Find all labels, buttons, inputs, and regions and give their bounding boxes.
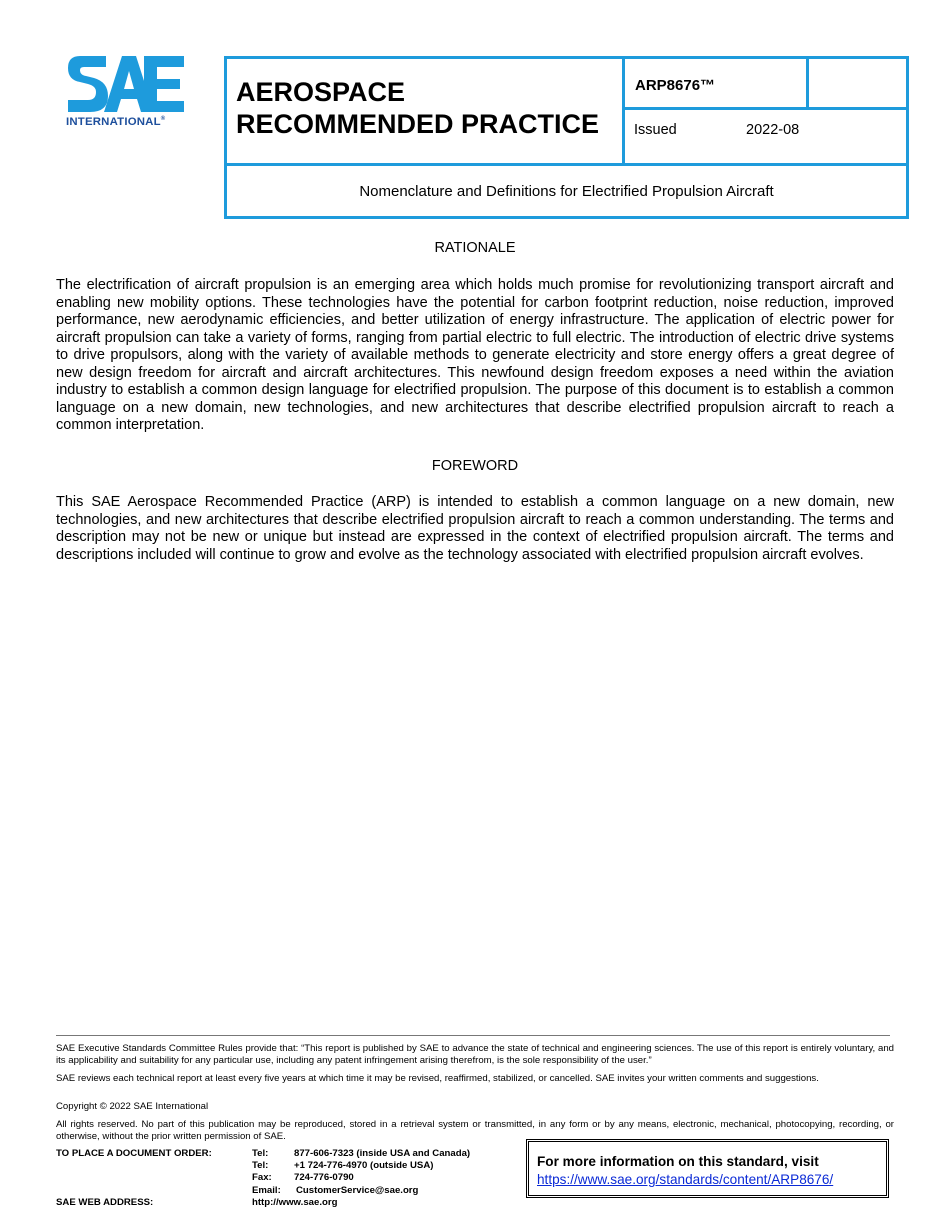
contact-row [252, 1148, 470, 1160]
document-number: ARP8676™ [635, 77, 716, 94]
contact-value: 877-606-7323 (inside USA and Canada) [294, 1148, 471, 1159]
contact-row [252, 1160, 470, 1172]
document-type-line1: AEROSPACE [236, 77, 406, 107]
contact-label: Fax: [252, 1172, 272, 1184]
contact-list [252, 1148, 470, 1197]
contact-row [252, 1172, 470, 1184]
more-info-heading: For more information on this standard, visit [537, 1154, 819, 1169]
contact-value: CustomerService@sae.org [296, 1184, 419, 1196]
contact-value: +1 724-776-4970 (outside USA) [294, 1160, 434, 1172]
more-info-box [526, 1139, 889, 1198]
issued-date: 2022-08 [746, 122, 800, 138]
contact-label: Email: [252, 1184, 281, 1196]
sae-logo [66, 54, 191, 134]
header-divider-horizontal [224, 163, 909, 166]
contact-row [252, 1185, 470, 1197]
logo-subtext-label: INTERNATIONAL [66, 116, 161, 128]
rationale-paragraph: The electrification of aircraft propulsion is an emerging area which holds much promise for revolutionizing transport aircraft and enabling new mobility options. These technologies have the potential for carbon footprint reduction, noise reduction, improved performance, new aerodynamic efficiencies, and better utilization of energy infrastructure. The application of electric power for aircraft propulsion can take a variety of forms, ranging from partial electric to full electric. The introduction of electric drive systems to drive propulsors, along with the variety of available methods to generate electricity and store energy offers a great degree of new design freedom for aircraft and aircraft architectures. This newfound design freedom exposes a need within the aviation industry to establish a common design language for electrified propulsion. The purpose of this document is to establish a common language on a new domain, new technologies, and new architectures that describe electrified propulsion aircraft to reach a common interpretation. [56, 277, 894, 433]
committee-rules-text: SAE Executive Standards Committee Rules provide that: “This report is published by SAE to advance the state of technical and engineering sciences. The use of this report is entirely voluntary, and its applicability and suitability for any particular use, including any patent infringement arising therefrom, is the sole responsibility of the user.” [56, 1043, 894, 1066]
web-address-label: SAE WEB ADDRESS: [56, 1197, 154, 1208]
copyright-text: Copyright © 2022 SAE International [56, 1101, 209, 1112]
document-type [236, 76, 599, 140]
logo-subtext [66, 116, 191, 128]
rationale-heading: RATIONALE [434, 240, 516, 256]
review-text: SAE reviews each technical report at least every five years at which time it may be revised, reaffirmed, stabilized, or cancelled. SAE invites your written comments and suggestions. [56, 1073, 819, 1084]
header-divider-number-row [622, 107, 909, 110]
registered-mark: ® [160, 116, 166, 122]
header-divider-number-cell [806, 56, 809, 109]
header-divider-vertical [622, 56, 625, 166]
sae-logo-mark [66, 54, 186, 114]
contact-label: Tel: [252, 1160, 269, 1172]
standard-link[interactable]: https://www.sae.org/standards/content/ARP8676/ [537, 1172, 834, 1187]
rights-text: All rights reserved. No part of this publication may be reproduced, stored in a retrieval system or transmitted, in any form or by any means, electronic, mechanical, photocopying, recording, or otherwise, without the prior written permission of SAE. [56, 1119, 894, 1142]
web-address-value[interactable]: http://www.sae.org [252, 1197, 338, 1208]
foreword-heading: FOREWORD [431, 458, 519, 474]
order-label: TO PLACE A DOCUMENT ORDER: [56, 1148, 212, 1159]
issued-label: Issued [634, 122, 677, 138]
document-title: Nomenclature and Definitions for Electrified Propulsion Aircraft [359, 183, 774, 200]
document-type-line2: RECOMMENDED PRACTICE [236, 109, 600, 139]
header-border-bottom [224, 216, 909, 219]
foreword-paragraph: This SAE Aerospace Recommended Practice (ARP) is intended to establish a common language on a new domain, new technologies, and new architectures that describe electrified propulsion aircraft to reach a common understanding. The terms and description may not be new or unique but instead are expressed in the context of electrified propulsion aircraft. The terms and descriptions included will continue to grow and evolve as the technology associated with electrified propulsion aircraft evolves. [56, 494, 894, 563]
footer-divider [56, 1035, 890, 1036]
contact-label: Tel: [252, 1148, 269, 1159]
document-header [224, 56, 909, 219]
contact-value: 724-776-0790 [294, 1172, 354, 1184]
